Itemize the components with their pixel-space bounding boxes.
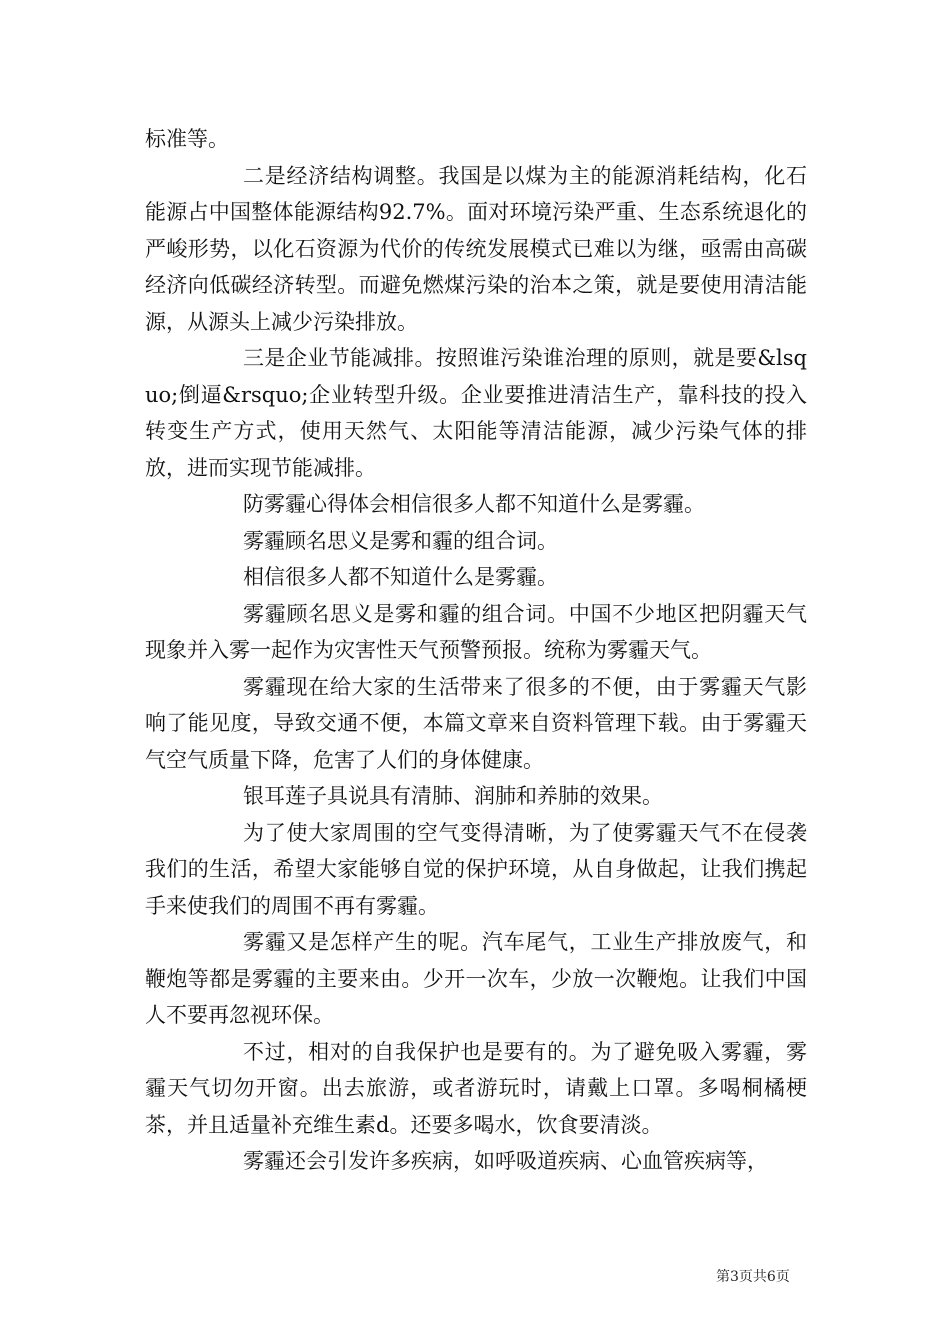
paragraph-tremella-lotus: 银耳莲子具说具有清肺、润肺和养肺的效果。 [243, 784, 663, 808]
paragraph-enterprise-energy-saving: 三是企业节能减排。按照谁污染谁治理的原则，就是要&lsquo;倒逼&rsquo;企业转型升级。企业要推进清洁生产，靠科技的投入转变生产方式，使用天然气、太阳能等清洁能源，减少污染气体的排放，进而实现节能减排。 [145, 346, 807, 480]
paragraph-smog-weather: 雾霾顾名思义是雾和霾的组合词。中国不少地区把阴霾天气现象并入雾一起作为灾害性天气预警预报。统称为雾霾天气。 [145, 601, 807, 662]
paragraph-economic-structure: 二是经济结构调整。我国是以煤为主的能源消耗结构，化石能源占中国整体能源结构92.7%。面对环境污染严重、生态系统退化的严峻形势，以化石资源为代价的传统发展模式已难以为继，亟需由高碳经济向低碳经济转型。而避免燃煤污染的治本之策，就是要使用清洁能源，从源头上减少污染排放。 [145, 163, 807, 334]
paragraph-smog-causes: 雾霾又是怎样产生的呢。汽车尾气，工业生产排放废气，和鞭炮等都是雾霾的主要来由。少开一次车，少放一次鞭炮。让我们中国人不要再忽视环保。 [145, 930, 807, 1027]
paragraph-smog-experience-title: 防雾霾心得体会相信很多人都不知道什么是雾霾。 [243, 492, 705, 516]
paragraph-smog-unknown: 相信很多人都不知道什么是雾霾。 [243, 565, 558, 589]
paragraph-protect-environment: 为了使大家周围的空气变得清晰，为了使雾霾天气不在侵袭我们的生活，希望大家能够自觉的保护环境，从自身做起，让我们携起手来使我们的周围不再有雾霾。 [145, 820, 807, 918]
paragraph-continuation: 标准等。 [145, 127, 229, 151]
paragraph-smog-diseases: 雾霾还会引发许多疾病，如呼吸道疾病、心血管疾病等， [243, 1149, 768, 1173]
paragraph-smog-inconvenience: 雾霾现在给大家的生活带来了很多的不便，由于雾霾天气影响了能见度，导致交通不便，本篇文章来自资料管理下载。由于雾霾天气空气质量下降，危害了人们的身体健康。 [145, 674, 807, 772]
page-indicator: 第3页共6页 [716, 1269, 790, 1285]
document-body [145, 121, 807, 1180]
paragraph-smog-definition: 雾霾顾名思义是雾和霾的组合词。 [243, 528, 558, 553]
paragraph-self-protection: 不过，相对的自我保护也是要有的。为了避免吸入雾霾，雾霾天气切勿开窗。出去旅游，或者游玩时，请戴上口罩。多喝桐橘梗茶，并且适量补充维生素d。还要多喝水，饮食要清淡。 [145, 1039, 807, 1137]
